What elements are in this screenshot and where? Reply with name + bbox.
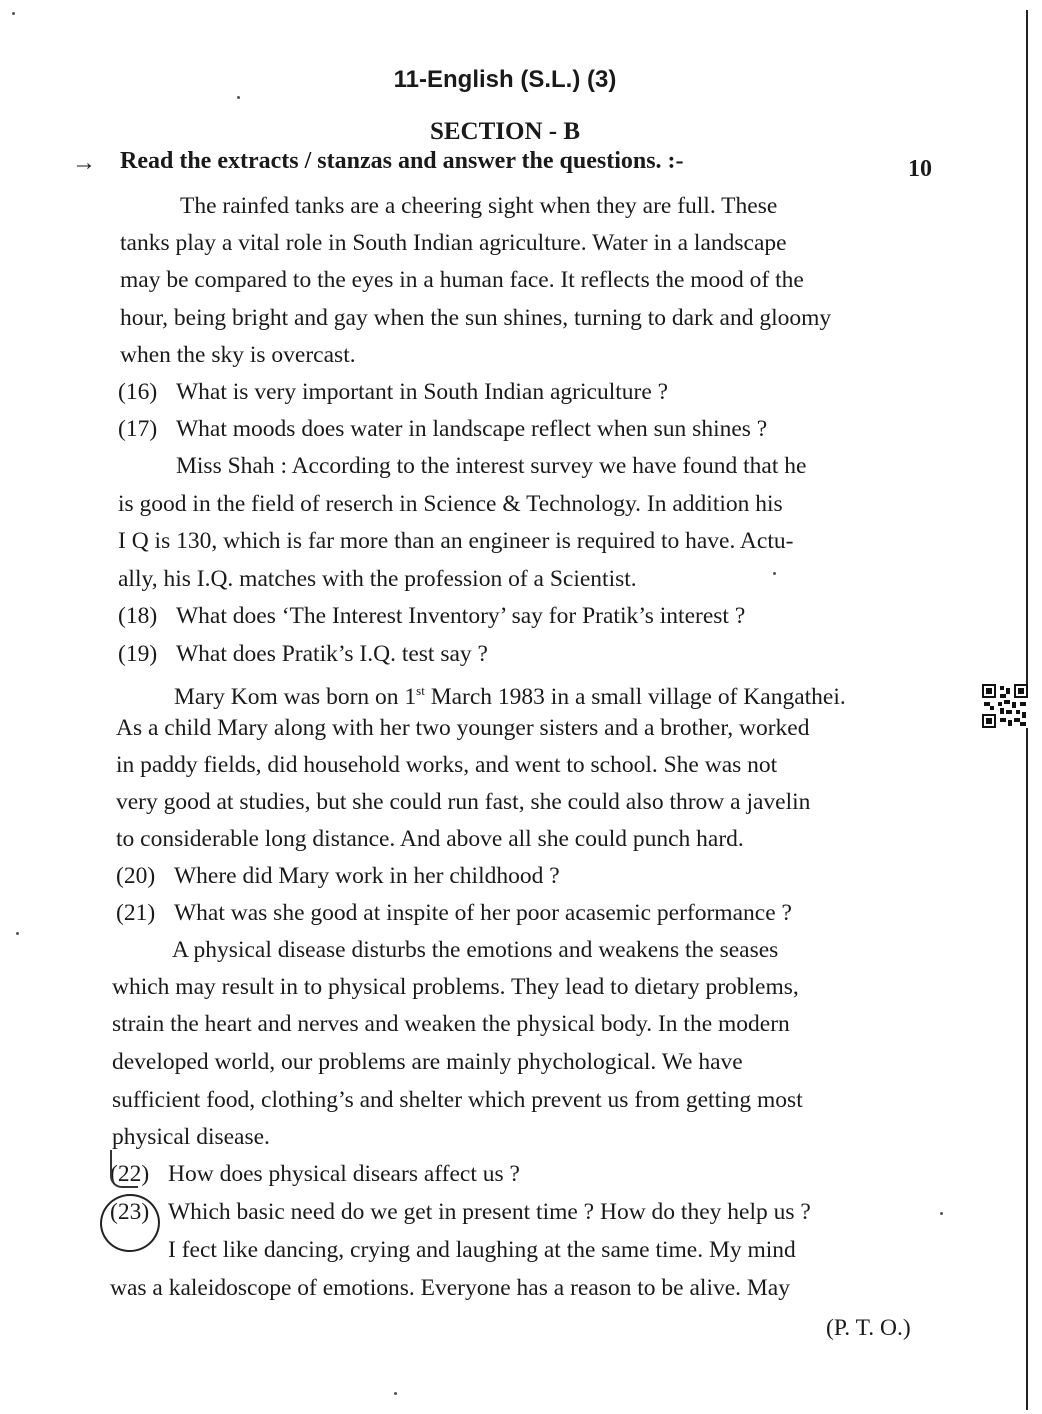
passage-line: is good in the field of reserch in Science & Technology. In addition his (118, 491, 783, 517)
question-number: (20) (116, 863, 156, 889)
qr-code-icon (982, 684, 1028, 728)
arrow-icon: → (72, 150, 96, 176)
passage-line: The rainfed tanks are a cheering sight when they are full. These (180, 193, 778, 219)
passage-line: hour, being bright and gay when the sun shines, turning to dark and gloomy (120, 305, 832, 331)
section-heading: SECTION - B (429, 118, 581, 145)
passage-line: very good at studies, but she could run fast, she could also throw a javelin (116, 789, 811, 815)
question-text: What does Pratik’s I.Q. test say ? (176, 641, 488, 667)
question-text: What moods does water in landscape reflect when sun shines ? (176, 416, 768, 442)
passage-line (174, 677, 846, 711)
passage-line: ally, his I.Q. matches with the profession of a Scientist. (118, 566, 637, 592)
question-item (110, 1198, 811, 1226)
question-item (118, 602, 745, 630)
pen-bracket-mark (110, 1150, 138, 1188)
passage-text: March 1983 in a small village of Kangathei. (424, 683, 846, 710)
passage-text: Mary Kom was born on 1 (174, 683, 417, 710)
scan-speck (237, 96, 240, 99)
question-number: (23) (110, 1199, 150, 1225)
question-number: (19) (118, 641, 158, 667)
scan-speck (773, 572, 776, 575)
scan-speck (16, 932, 19, 935)
question-item (110, 1160, 520, 1188)
passage-line: sufficient food, clothing’s and shelter which prevent us from getting most (112, 1087, 803, 1113)
passage-line: I Q is 130, which is far more than an engineer is required to have. Actu- (118, 528, 794, 554)
passage-line: I fect like dancing, crying and laughing at the same time. My mind (168, 1237, 796, 1263)
question-text: What is very important in South Indian agriculture ? (176, 379, 669, 405)
scan-speck (394, 1392, 397, 1395)
question-item (118, 378, 668, 406)
question-text: What does ‘The Interest Inventory’ say for Pratik’s interest ? (176, 603, 746, 629)
question-number: (17) (118, 416, 158, 442)
scan-speck (940, 1212, 943, 1215)
question-number: (22) (110, 1161, 150, 1187)
passage-line: strain the heart and nerves and weaken the physical body. In the modern (112, 1011, 790, 1037)
passage-line: A physical disease disturbs the emotions and weakens the seases (172, 937, 779, 963)
passage-line: when the sky is overcast. (120, 342, 356, 368)
passage-line: developed world, our problems are mainly phychological. We have (112, 1049, 743, 1075)
superscript: st (416, 683, 425, 698)
passage-line: Miss Shah : According to the interest survey we have found that he (176, 453, 807, 479)
passage-line: in paddy fields, did household works, and went to school. She was not (116, 752, 778, 778)
question-item (118, 640, 488, 668)
question-number: (16) (118, 379, 158, 405)
question-item (118, 415, 767, 443)
passage-line: As a child Mary along with her two younger sisters and a brother, worked (116, 715, 810, 741)
question-text: What was she good at inspite of her poor acasemic performance ? (174, 900, 792, 926)
question-item (116, 899, 792, 927)
passage-line: which may result in to physical problems. They lead to dietary problems, (112, 974, 799, 1000)
page-title: 11-English (S.L.) (3) (393, 66, 617, 93)
question-number: (21) (116, 900, 156, 926)
question-text: How does physical disears affect us ? (168, 1161, 520, 1187)
passage-line: physical disease. (112, 1124, 270, 1150)
pto-label: (P. T. O.) (826, 1315, 911, 1341)
marks-label: 10 (908, 156, 932, 182)
question-text: Which basic need do we get in present time ? How do they help us ? (168, 1199, 811, 1225)
question-item (116, 862, 560, 890)
instruction-text: Read the extracts / stanzas and answer the questions. :- (120, 148, 684, 174)
passage-line: was a kaleidoscope of emotions. Everyone has a reason to be alive. May (110, 1275, 790, 1301)
passage-line: tanks play a vital role in South Indian agriculture. Water in a landscape (120, 230, 787, 256)
passage-line: may be compared to the eyes in a human face. It reflects the mood of the (120, 267, 804, 293)
question-number: (18) (118, 603, 158, 629)
passage-line: to considerable long distance. And above all she could punch hard. (116, 826, 744, 852)
question-text: Where did Mary work in her childhood ? (174, 863, 560, 889)
scan-speck (12, 12, 15, 15)
